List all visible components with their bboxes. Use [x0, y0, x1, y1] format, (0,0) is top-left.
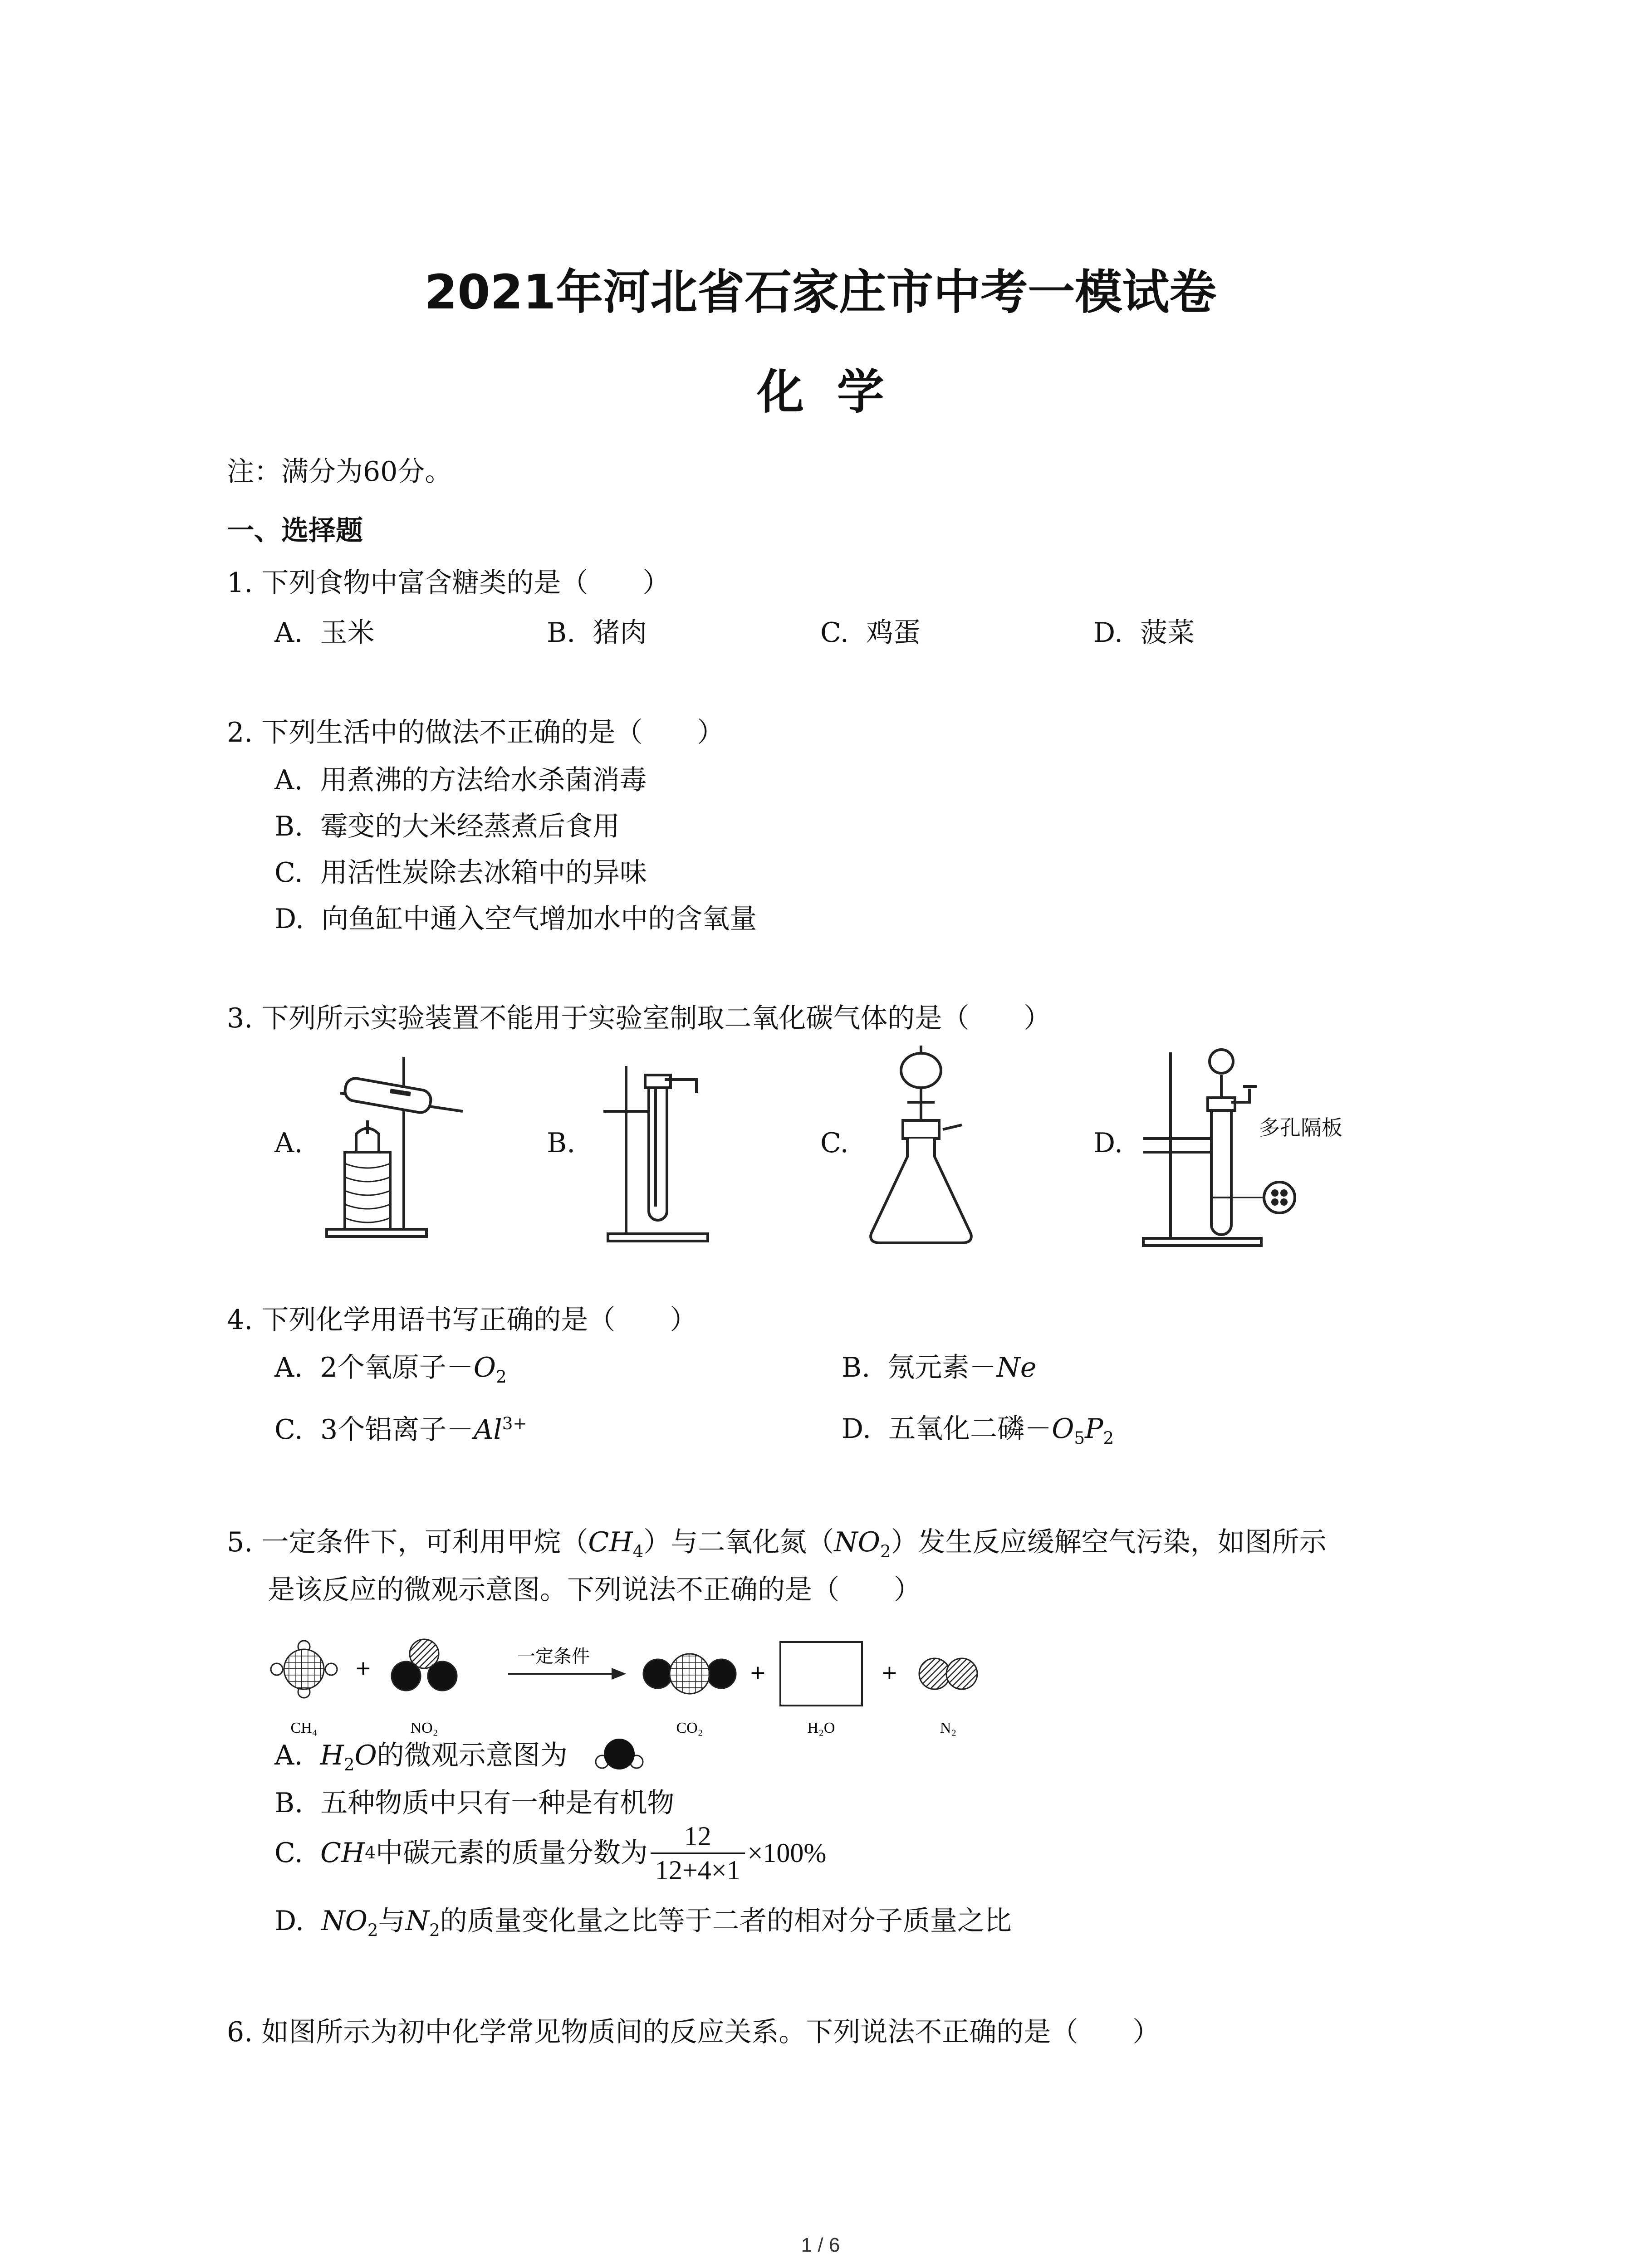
n2-molecule: [919, 1658, 977, 1689]
q1-stem: 1. 下列食物中富含糖类的是（ ）: [227, 567, 670, 599]
apparatus-b-figure: [599, 1057, 726, 1247]
q3-option-a: A.: [274, 1127, 303, 1159]
label-n2: N₂: [940, 1720, 957, 1736]
subject-title: 化 学: [757, 364, 884, 420]
q2-option-d: D. 向鱼缸中通入空气增加水中的含氧量: [274, 903, 757, 935]
q2-option-c: C. 用活性炭除去冰箱中的异味: [274, 857, 647, 889]
q5-option-b: B. 五种物质中只有一种是有机物: [274, 1787, 675, 1819]
q6-stem: 6. 如图所示为初中化学常见物质间的反应关系。下列说法不正确的是（ ）: [227, 2016, 1160, 2048]
q1-option-a: A. 玉米: [274, 617, 375, 649]
score-note: 注：满分为60分。: [227, 456, 452, 488]
water-molecule-icon: [592, 1734, 647, 1774]
label-ch4: CH₄: [290, 1720, 318, 1736]
q4-option-b: B. 氖元素－Ne: [842, 1352, 1037, 1383]
q2-option-a: A. 用煮沸的方法给水杀菌消毒: [274, 764, 647, 796]
section-heading: 一、选择题: [227, 515, 363, 547]
q4-option-a: A. 2个氧原子$-O_2$: [274, 1352, 507, 1387]
mass-fraction: $\frac{12}{12+4\times 1}$: [651, 1823, 745, 1884]
q5-stem-line1: 5. 一定条件下，可利用甲烷$(CH_4)$与二氧化氮$(NO_2)$发生反应缓解空气污染，如图所示: [227, 1526, 1327, 1561]
label-co2: CO₂: [676, 1720, 703, 1736]
q2-option-b: B. 霉变的大米经蒸煮后食用: [274, 811, 620, 842]
no2-molecule: [392, 1639, 457, 1691]
page-number: 1 / 6: [801, 2234, 840, 2256]
ch4-molecule: [271, 1641, 337, 1698]
q4-option-c: C. 3个铝离子$-Al^{3+}$: [274, 1413, 527, 1446]
co2-molecule: [643, 1654, 736, 1694]
q1-option-d: D. 菠菜: [1093, 617, 1195, 649]
label-no2: NO₂: [410, 1720, 438, 1736]
reaction-condition-label: 一定条件: [517, 1646, 590, 1667]
q3-option-b: B.: [547, 1127, 576, 1159]
plus-sign-2: +: [749, 1661, 766, 1684]
q3-option-d: D.: [1093, 1127, 1123, 1159]
apparatus-a-figure: [313, 1043, 485, 1243]
q5-option-d: D. $NO_2$与$N_2$的质量变化量之比等于二者的相对分子质量之比: [274, 1905, 1012, 1940]
q5-stem-line2: 是该反应的微观示意图。下列说法不正确的是（ ）: [268, 1574, 921, 1606]
apparatus-d-figure: [1134, 1043, 1338, 1252]
q4-option-d: D. 五氧化二磷$-O_5P_2$: [842, 1413, 1114, 1448]
q4-stem: 4. 下列化学用语书写正确的是（ ）: [227, 1304, 697, 1336]
label-h2o: H₂O: [807, 1720, 835, 1736]
q5-option-a: A. $H_2O$的微观示意图为: [274, 1740, 568, 1774]
h2o-empty-box: [780, 1642, 862, 1706]
q3-stem: 3. 下列所示实验装置不能用于实验室制取二氧化碳气体的是（ ）: [227, 1002, 1051, 1034]
porous-plate-label: 多孔隔板: [1259, 1115, 1342, 1140]
reaction-micro-diagram: [263, 1624, 1007, 1737]
q5-option-c: C. CH 4 中碳元素的质量分数为 $\frac{12}{12+4\times 1}$ ×100%: [274, 1821, 827, 1885]
q2-stem: 2. 下列生活中的做法不正确的是（ ）: [227, 717, 725, 748]
apparatus-c-figure: [857, 1043, 985, 1252]
page-title: 2021年河北省石家庄市中考一模试卷: [424, 264, 1217, 320]
plus-sign-3: +: [881, 1661, 898, 1684]
reaction-arrow: [508, 1669, 624, 1678]
plus-sign-1: +: [355, 1657, 372, 1680]
q3-option-c: C.: [820, 1127, 849, 1159]
q1-option-b: B. 猪肉: [547, 617, 647, 649]
q1-option-c: C. 鸡蛋: [820, 617, 921, 649]
